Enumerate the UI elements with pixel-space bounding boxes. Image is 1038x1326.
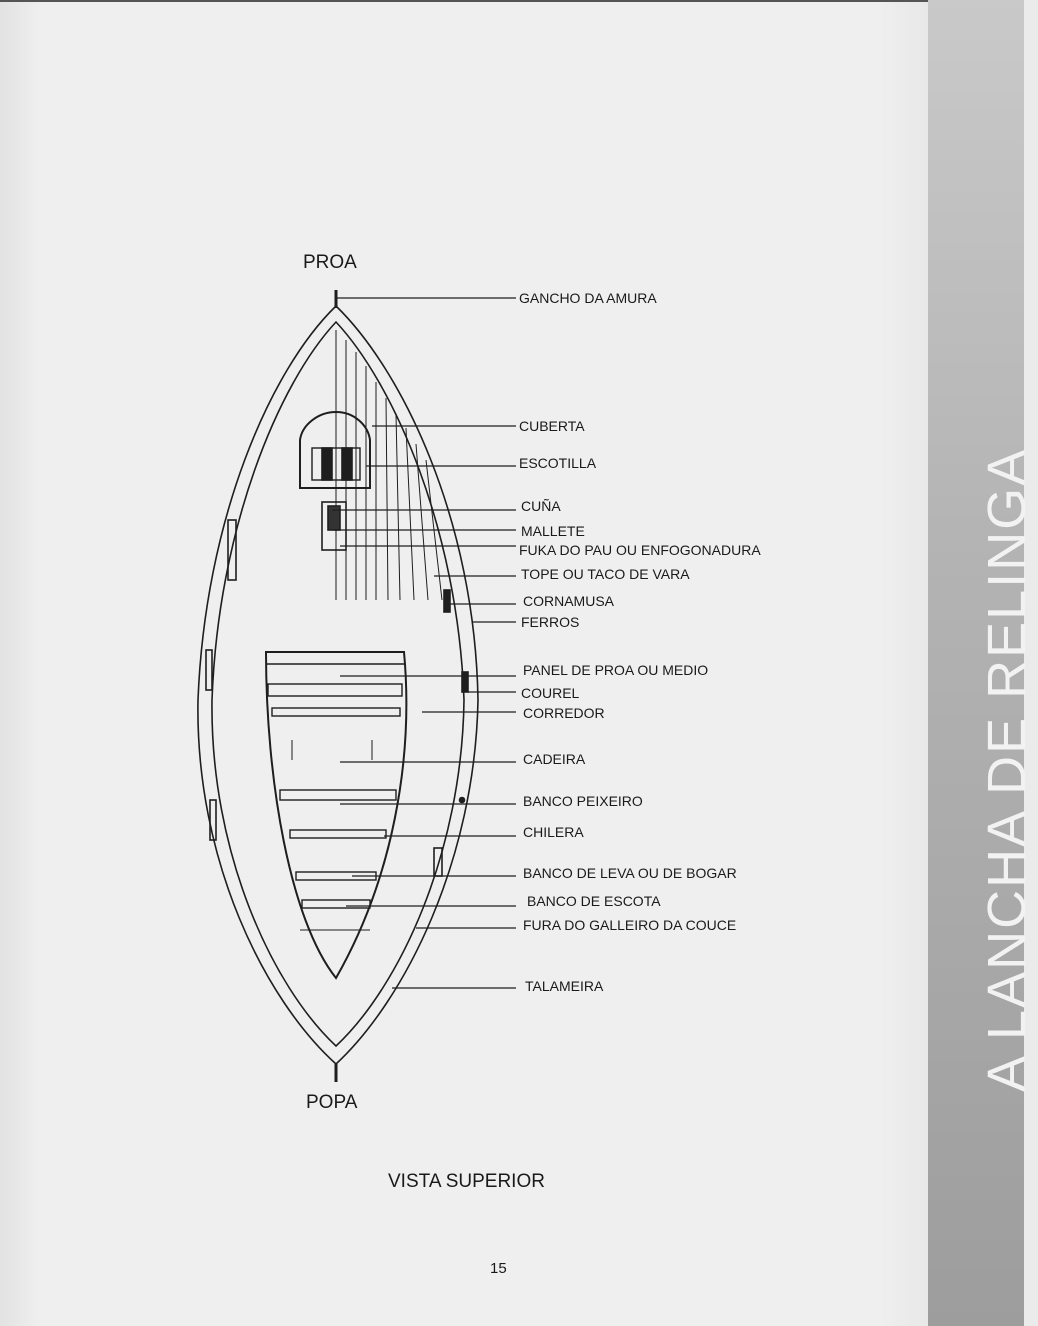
callout-cuberta: CUBERTA — [519, 418, 585, 434]
callout-cuna: CUÑA — [521, 498, 561, 514]
callout-cadeira: CADEIRA — [523, 751, 586, 767]
callout-banco-de-leva: BANCO DE LEVA OU DE BOGAR — [523, 865, 737, 881]
callout-talameira: TALAMEIRA — [525, 978, 604, 994]
callout-mallete: MALLETE — [521, 523, 585, 539]
callout-tope-ou-taco: TOPE OU TACO DE VARA — [521, 566, 690, 582]
callout-banco-de-escota: BANCO DE ESCOTA — [527, 893, 661, 909]
open-hull — [266, 652, 406, 978]
callout-fuka-do-pau: FUKA DO PAU OU ENFOGONADURA — [519, 542, 761, 558]
callout-chilera: CHILERA — [523, 824, 584, 840]
stern-label: POPA — [306, 1092, 358, 1113]
callout-escotilla: ESCOTILLA — [519, 455, 597, 471]
view-title: VISTA SUPERIOR — [388, 1171, 545, 1192]
callout-banco-peixeiro: BANCO PEIXEIRO — [523, 793, 643, 809]
callout-ferros: FERROS — [521, 614, 580, 630]
bow-label: PROA — [303, 252, 357, 273]
side-title: A LANCHA DE RELINGA — [977, 447, 1037, 1092]
callout-corredor: CORREDOR — [523, 705, 605, 721]
callout-courel: COUREL — [521, 685, 580, 701]
hull-outline — [198, 306, 478, 1064]
callout-cornamusa: CORNAMUSA — [523, 593, 615, 609]
callout-panel-de-proa: PANEL DE PROA OU MEDIO — [523, 662, 709, 678]
callout-gancho-da-amura: GANCHO DA AMURA — [519, 290, 657, 306]
page-number: 15 — [490, 1260, 507, 1277]
callout-fura-do-galleiro: FURA DO GALLEIRO DA COUCE — [523, 917, 737, 933]
